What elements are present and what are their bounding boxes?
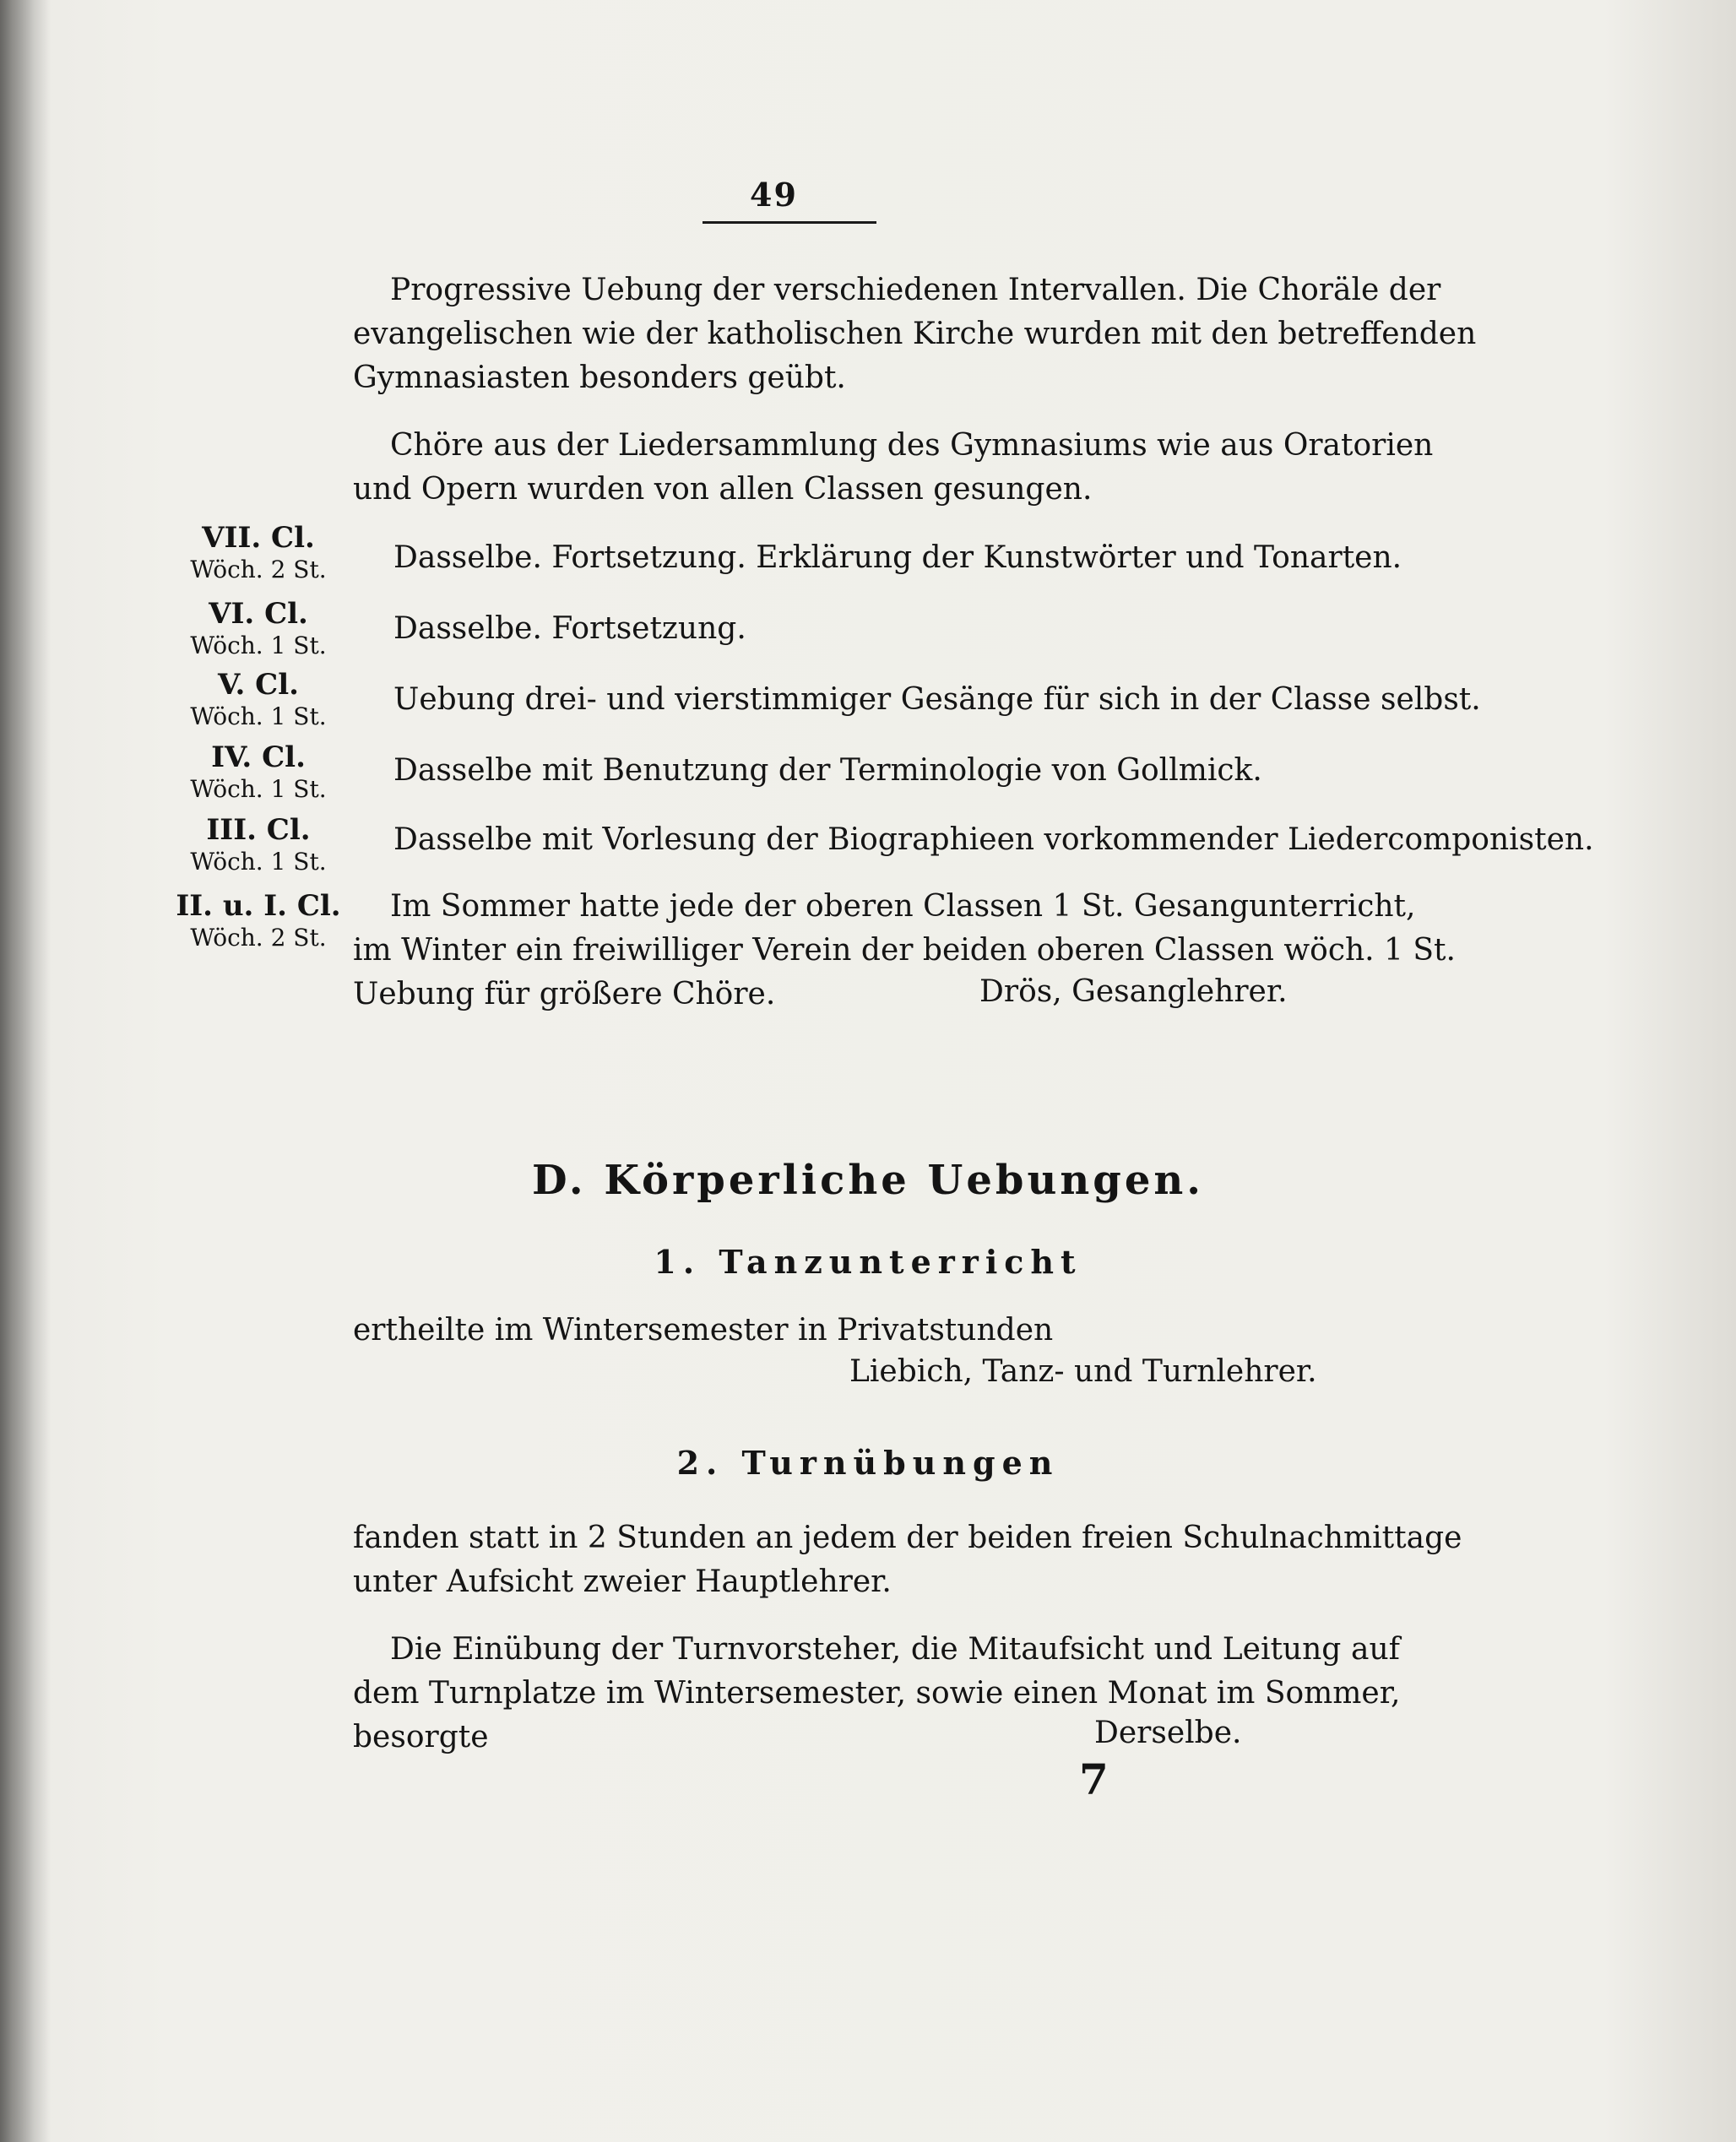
- page-number-rule: [703, 221, 876, 224]
- class-label-vii: [165, 522, 351, 586]
- class-hours: Wöch. 1 St.: [190, 775, 327, 803]
- class-label-ii-i: [165, 890, 351, 954]
- chorus-line-1: Chöre aus der Liedersammlung des Gymnasiums wie aus Oratorien: [390, 428, 1434, 463]
- class-text-v: Uebung drei- und vierstimmiger Gesänge für sich in der Classe selbst.: [393, 682, 1481, 717]
- class-name: V. Cl.: [218, 668, 299, 702]
- upper-line-1: Im Sommer hatte jede der oberen Classen 1 St. Gesangunterricht,: [390, 889, 1416, 924]
- chorus-paragraph: [353, 424, 1434, 512]
- class-text-vii: Dasselbe. Fortsetzung. Erklärung der Kunstwörter und Tonarten.: [393, 540, 1402, 575]
- gym-p2-line-2: dem Turnplatze im Wintersemester, sowie einen Monat im Sommer,: [353, 1676, 1401, 1711]
- gym-signer: Derselbe.: [1094, 1716, 1242, 1750]
- gym-heading: 2. Turnübungen: [676, 1444, 1060, 1482]
- gym-paragraph-2: [353, 1628, 1400, 1760]
- class-label-vi: [165, 598, 351, 662]
- class-label-v: [165, 669, 351, 733]
- chorus-line-2: und Opern wurden von allen Classen gesungen.: [353, 472, 1093, 507]
- singing-teacher: Drös, Gesanglehrer.: [979, 974, 1288, 1009]
- class-name: II. u. I. Cl.: [176, 889, 341, 923]
- intro-line-2: evangelischen wie der katholischen Kirche wurden mit den betreffenden: [353, 317, 1477, 351]
- class-hours: Wöch. 2 St.: [190, 556, 327, 583]
- class-text-iii: Dasselbe mit Vorlesung der Biographieen vorkommender Liedercomponisten.: [393, 822, 1594, 857]
- class-hours: Wöch. 1 St.: [190, 702, 327, 730]
- class-hours: Wöch. 1 St.: [190, 848, 327, 876]
- gym-line-2: unter Aufsicht zweier Hauptlehrer.: [353, 1564, 892, 1599]
- gym-p2-line-3: besorgte: [353, 1720, 489, 1754]
- dance-text: ertheilte im Wintersemester in Privatstunden: [353, 1313, 1054, 1348]
- dance-heading: 1. Tanzunterricht: [654, 1243, 1082, 1281]
- class-hours: Wöch. 1 St.: [190, 632, 327, 659]
- intro-line-3: Gymnasiasten besonders geübt.: [353, 361, 846, 395]
- class-text-vi: Dasselbe. Fortsetzung.: [393, 611, 746, 646]
- intro-paragraph: [353, 268, 1477, 400]
- class-text-iv: Dasselbe mit Benutzung der Terminologie von Gollmick.: [393, 753, 1262, 788]
- class-hours: Wöch. 2 St.: [190, 924, 327, 952]
- gym-line-1: fanden statt in 2 Stunden an jedem der beiden freien Schulnachmittage: [353, 1521, 1462, 1555]
- class-name: VII. Cl.: [202, 521, 315, 555]
- upper-line-3: Uebung für größere Chöre.: [353, 977, 776, 1011]
- gym-paragraph-1: [353, 1516, 1462, 1604]
- gutter-shadow: [0, 0, 51, 2142]
- section-d-title: D. Körperliche Uebungen.: [531, 1157, 1204, 1204]
- upper-line-2: im Winter ein freiwilliger Verein der beiden oberen Classen wöch. 1 St.: [353, 933, 1456, 968]
- class-name: III. Cl.: [206, 813, 311, 847]
- dance-teacher: Liebich, Tanz- und Turnlehrer.: [849, 1354, 1317, 1389]
- printer-signature-mark: 7: [1079, 1754, 1109, 1804]
- class-label-iv: [165, 741, 351, 805]
- class-name: VI. Cl.: [209, 597, 308, 631]
- gym-p2-line-1: Die Einübung der Turnvorsteher, die Mitaufsicht und Leitung auf: [390, 1632, 1400, 1667]
- intro-line-1: Progressive Uebung der verschiedenen Intervallen. Die Choräle der: [390, 273, 1441, 307]
- class-label-iii: [165, 814, 351, 878]
- class-name: IV. Cl.: [211, 740, 306, 774]
- page-number: 49: [750, 176, 798, 214]
